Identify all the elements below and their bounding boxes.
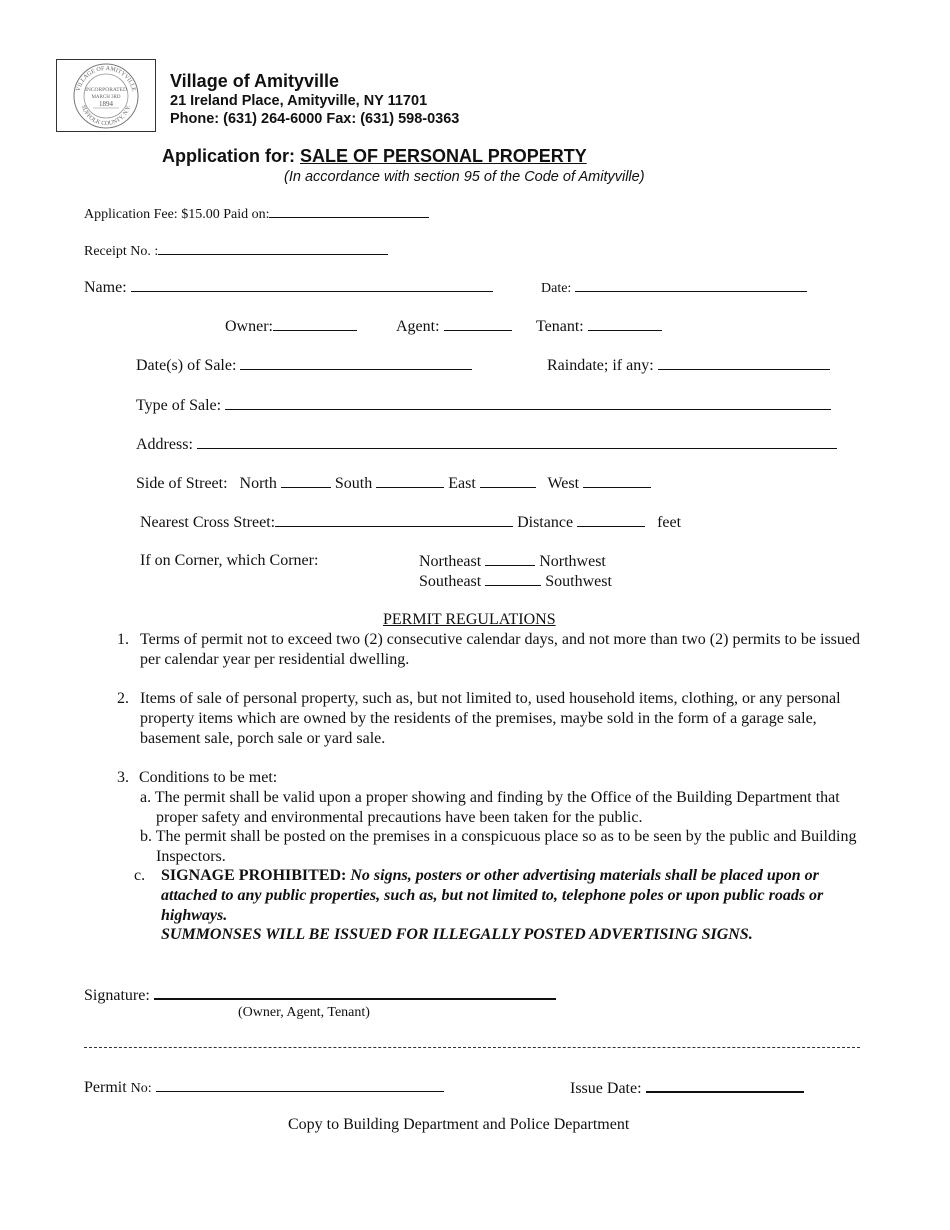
cross-street-label: Nearest Cross Street: (140, 514, 276, 531)
issue-date-label: Issue Date: (570, 1080, 642, 1097)
condition-a: a. The permit shall be valid upon a proper showing and finding by the Office of the Building Department that proper safety and environmental precautions have been taken for the public. (140, 789, 840, 826)
date-label: Date: (541, 281, 572, 296)
seal-year-text: 1894 (99, 100, 113, 108)
regulations-title: PERMIT REGULATIONS (383, 611, 556, 628)
application-subtitle: (In accordance with section 95 of the Code of Amityville) (284, 169, 645, 185)
signature-label: Signature: (84, 987, 150, 1004)
side-of-street-label: Side of Street: (136, 475, 228, 492)
address-label: Address: (136, 436, 193, 453)
east-label: East (448, 475, 476, 492)
seal-date-text: MARCH 3RD (91, 95, 121, 100)
fee-row (84, 203, 429, 225)
cross-street-field[interactable] (275, 512, 513, 527)
east-field[interactable] (480, 473, 536, 488)
seal-ring-bottom-text: SUFFOLK COUNTY, N.Y. (79, 104, 133, 128)
owner-row (225, 316, 357, 337)
southeast-label: Southeast (419, 573, 482, 590)
tenant-row (536, 316, 662, 337)
summons-warning: SUMMONSES WILL BE ISSUED FOR ILLEGALLY POSTED ADVERTISING SIGNS. (161, 926, 753, 943)
name-label: Name: (84, 279, 127, 296)
tenant-label: Tenant: (536, 318, 584, 335)
name-field[interactable] (131, 277, 493, 292)
permit-number-field[interactable] (156, 1077, 444, 1092)
corner-north-row (419, 551, 606, 572)
south-label: South (334, 475, 373, 492)
copy-note: Copy to Building Department and Police Department (288, 1116, 630, 1133)
receipt-number-field[interactable] (158, 240, 388, 255)
type-of-sale-row (136, 395, 831, 416)
agent-row (396, 316, 512, 337)
office-use-divider (84, 1047, 860, 1048)
agent-label: Agent: (396, 318, 440, 335)
permit-no-label: No: (130, 1081, 152, 1096)
village-seal (56, 59, 156, 132)
fee-label: Application Fee: $15.00 Paid on: (84, 207, 270, 222)
address-field[interactable] (197, 434, 837, 449)
application-type: SALE OF PERSONAL PROPERTY (300, 146, 587, 166)
type-of-sale-label: Type of Sale: (136, 397, 222, 414)
signature-caption: (Owner, Agent, Tenant) (238, 1005, 370, 1020)
condition-b: b. The permit shall be posted on the premises in a conspicuous place so as to be seen by the public and Building Inspectors. (140, 828, 857, 865)
northeast-label: Northeast (419, 553, 482, 570)
dates-of-sale-label: Date(s) of Sale: (136, 357, 237, 374)
owner-label: Owner: (225, 318, 273, 335)
receipt-label: Receipt No. : (84, 244, 159, 259)
address-row (136, 434, 837, 455)
distance-field[interactable] (577, 512, 645, 527)
northwest-label: Northwest (539, 553, 606, 570)
paid-on-field[interactable] (269, 203, 429, 218)
name-row (84, 277, 493, 298)
raindate-row (547, 355, 830, 376)
cross-street-row (140, 512, 681, 533)
application-prefix: Application for: (162, 146, 300, 166)
condition-c-marker: c. (134, 867, 146, 884)
condition-c (161, 866, 871, 926)
north-label: North (239, 475, 277, 492)
raindate-field[interactable] (658, 355, 830, 370)
raindate-label: Raindate; if any: (547, 357, 654, 374)
permit-label: Permit (84, 1079, 131, 1096)
south-field[interactable] (376, 473, 444, 488)
regulation-1-number: 1. (117, 631, 129, 648)
dates-of-sale-row (136, 355, 472, 376)
tenant-field[interactable] (588, 316, 662, 331)
west-label: West (547, 475, 580, 492)
feet-label: feet (657, 514, 682, 531)
north-field[interactable] (281, 473, 331, 488)
village-phone-fax: Phone: (631) 264-6000 Fax: (631) 598-0363 (170, 111, 460, 127)
signage-prohibited-heading: SIGNAGE PROHIBITED: (161, 867, 347, 884)
regulation-2-text: Items of sale of personal property, such as, but not limited to, used household items, clothing, or any personal property items which are owned by the residents of the premises, maybe sold in the form of a garage sale, basement sale, porch sale or yard sale. (140, 690, 841, 747)
southeast-southwest-field[interactable] (485, 571, 541, 586)
side-of-street-row (136, 473, 651, 494)
distance-label: Distance (517, 514, 574, 531)
seal-incorporated-text: INCORPORATED (85, 87, 127, 93)
type-of-sale-field[interactable] (225, 395, 831, 410)
signage-prohibited-text: No signs, posters or other advertising materials shall be placed upon or attached to any public properties, such as, but not limited to, telephone poles or upon public roads or highways. (161, 867, 824, 924)
receipt-row (84, 240, 388, 262)
issue-date-row (570, 1077, 804, 1099)
regulation-1-text: Terms of permit not to exceed two (2) consecutive calendar days, and not more than two (2) permits to be issued per calendar year per residential dwelling. (140, 631, 860, 668)
date-field[interactable] (575, 277, 807, 292)
village-address: 21 Ireland Place, Amityville, NY 11701 (170, 93, 428, 109)
corner-label: If on Corner, which Corner: (140, 552, 319, 569)
application-title (162, 146, 587, 166)
agent-field[interactable] (444, 316, 512, 331)
southwest-label: Southwest (545, 573, 612, 590)
northeast-northwest-field[interactable] (485, 551, 535, 566)
regulation-2-number: 2. (117, 690, 129, 707)
permit-number-row (84, 1077, 444, 1099)
issue-date-field[interactable] (646, 1077, 804, 1093)
west-field[interactable] (583, 473, 651, 488)
regulation-3-text: Conditions to be met: (139, 769, 278, 786)
seal-ring-top-text: VILLAGE OF AMITYVILLE (75, 65, 137, 93)
date-row (541, 277, 807, 299)
dates-of-sale-field[interactable] (240, 355, 472, 370)
signature-field[interactable] (154, 984, 556, 1000)
owner-field[interactable] (273, 316, 357, 331)
regulation-3-number: 3. (117, 769, 129, 786)
corner-south-row (419, 571, 612, 592)
village-name: Village of Amityville (170, 71, 340, 91)
